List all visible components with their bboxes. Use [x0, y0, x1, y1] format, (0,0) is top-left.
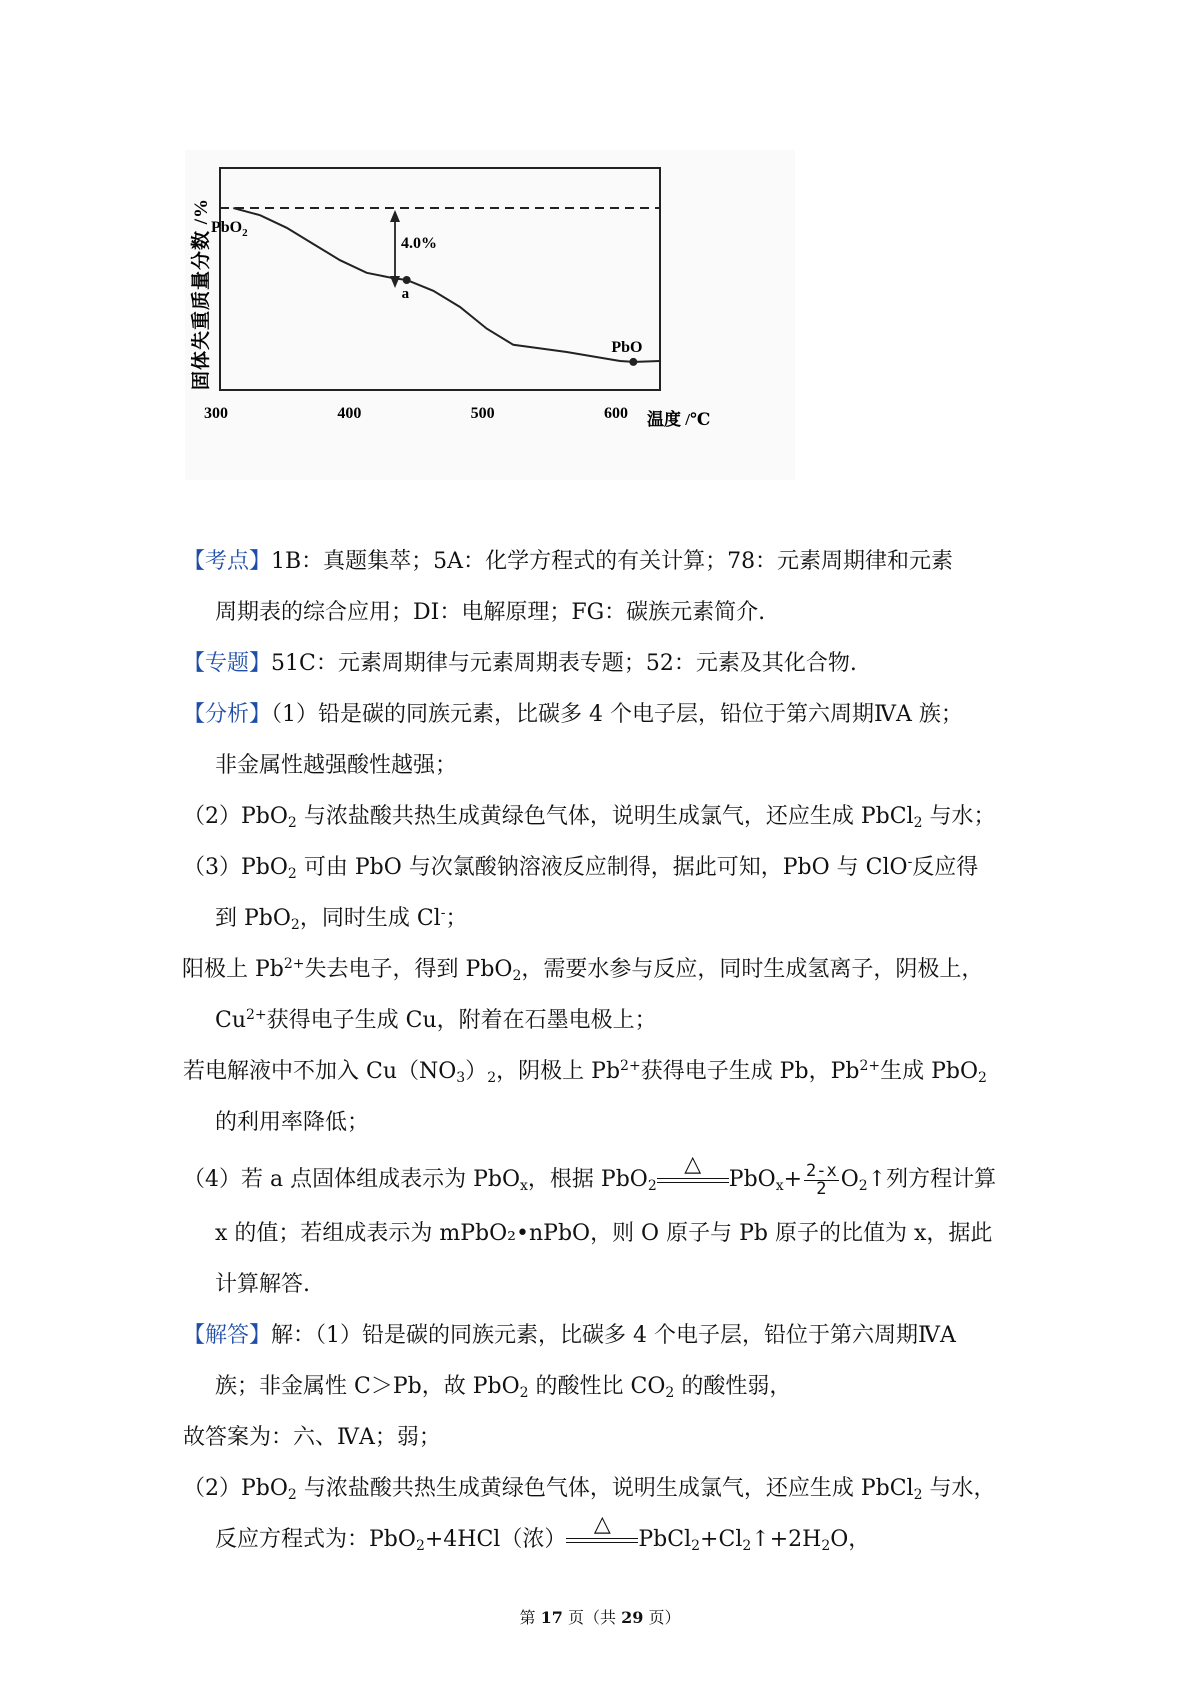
- start-label: PbO$_2$: [211, 219, 248, 239]
- x-tick-label: 400: [337, 405, 362, 422]
- gap-arrow-head-top: [390, 210, 400, 222]
- solution-text: [183, 548, 1033, 1558]
- y-axis-label: 固体失重质量分数 /%: [191, 197, 212, 390]
- tag-kaodian: 【考点】: [183, 549, 272, 574]
- tag-fenxi: 【分析】: [183, 702, 272, 727]
- point-pbo-marker: [629, 358, 637, 366]
- analysis-item-4: （4）若 a 点固体组成表示为 PbO$_x$，根据 PbO$_2$ △ PbO$_x$+ $\frac{2-x}{2}$ $O_2↑$列方程计算 x 的值；若组成表示为 mPbO₂•nPbO，则 O 原子与 Pb 原子的比值为 x，据此 计算解答.: [183, 1152, 997, 1297]
- x-axis-label: 温度 /℃: [647, 410, 711, 429]
- tag-jieda: 【解答】: [183, 1323, 272, 1348]
- heat-equals-sign: △: [657, 1170, 729, 1190]
- x-tick-label: 300: [204, 405, 228, 422]
- heat-equals-sign-2: △: [566, 1530, 638, 1550]
- analysis-anode: 阳极上 $Pb^{2+}$失去电子，得到 PbO$_2$，需要水参与反应，同时生成氢离子，阴极上， $Cu^{2+}$获得电子生成 Cu，附着在石墨电极上；: [182, 956, 984, 1033]
- section-zhuanti: 【专题】51C：元素周期律与元素周期表专题；52：元素及其化合物.: [183, 651, 857, 676]
- x-axis-ticks: [204, 405, 628, 422]
- series-line: [233, 208, 660, 362]
- answer-1: 故答案为：六、ⅣA；弱；: [183, 1425, 441, 1450]
- answer-2: （2）PbO$_2$ 与浓盐酸共热生成黄绿色气体，说明生成氯气，还应生成 PbCl$_2$ 与水， 反应方程式为：PbO$_2$+4HCl（浓） △ $PbCl_2+Cl_2↑+2H_2O$，: [183, 1476, 996, 1554]
- x-tick-label: 500: [470, 405, 495, 422]
- section-fenxi: 【分析】（1）铅是碳的同族元素，比碳多 4 个电子层，铅位于第六周期ⅣA 族； 非金属性越强酸性越强；: [183, 702, 963, 778]
- thermogravimetric-chart: [185, 150, 795, 480]
- point-pbo-label: PbO: [611, 338, 643, 356]
- section-jieda: 【解答】解：（1）铅是碳的同族元素，比碳多 4 个电子层，铅位于第六周期ⅣA 族；非金属性 C＞Pb，故 PbO$_2$ 的酸性比 $CO_2$ 的酸性弱，: [183, 1323, 956, 1401]
- analysis-no-cu: 若电解液中不加入 $Cu(NO_3)_2$，阴极上 $Pb^{2+}$获得电子生成 Pb，$Pb^{2+}$生成 PbO$_2$ 的利用率降低；: [183, 1058, 987, 1135]
- analysis-item-3: （3）PbO$_2$ 可由 PbO 与次氯酸钠溶液反应制得，据此可知，PbO 与 ClO-反应得 到 PbO$_2$，同时生成 Cl-；: [183, 854, 979, 933]
- section-kaodian: 【考点】1B：真题集萃；5A：化学方程式的有关计算；78：元素周期律和元素 周期表的综合应用；DI：电解原理；FG：碳族元素简介.: [183, 549, 954, 625]
- point-a-label: a: [401, 286, 410, 302]
- page-footer: 第 17 页（共 29 页）: [519, 1608, 681, 1627]
- gap-arrow-head-bottom: [390, 276, 400, 288]
- tag-zhuanti: 【专题】: [183, 651, 272, 676]
- analysis-item-2: （2）PbO$_2$ 与浓盐酸共热生成黄绿色气体，说明生成氯气，还应生成 PbCl$_2$ 与水；: [183, 804, 996, 831]
- x-tick-label: 600: [604, 405, 628, 422]
- point-a-marker: [403, 276, 411, 284]
- gap-label: 4.0%: [401, 235, 437, 252]
- chart-svg: [185, 150, 795, 480]
- fraction: $\frac{2-x}{2}$: [806, 1160, 837, 1199]
